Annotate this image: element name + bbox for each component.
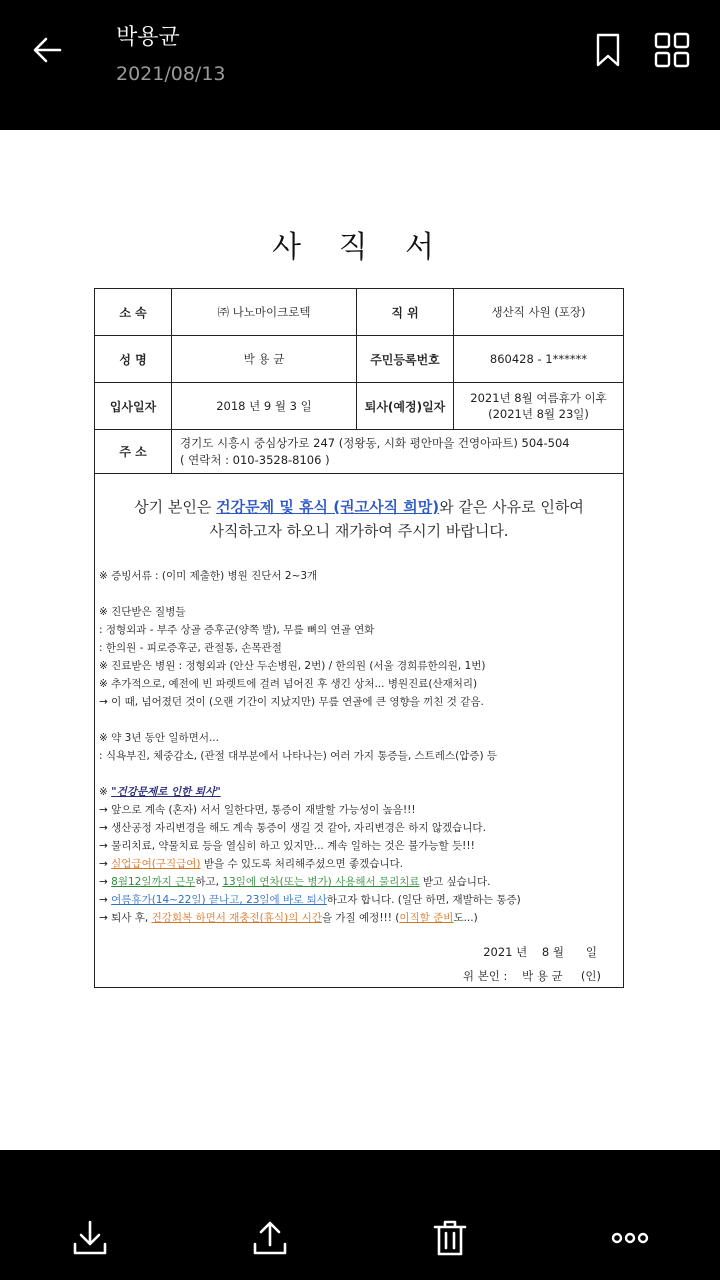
leave-date-value <box>454 383 624 430</box>
affiliation-value: ㈜ 나노마이크로텍 <box>172 289 357 336</box>
text: → 퇴사 후, <box>99 912 152 924</box>
address-line-2: ( 연락처 : 010-3528-8106 ) <box>180 452 330 467</box>
sign-name: 위 본인 : 박 용 균 (인) <box>462 969 601 983</box>
join-date-value: 2018 년 9 월 3 일 <box>172 383 357 430</box>
extra-line: ※ 추가적으로, 예전에 빈 파렛트에 걸려 넘어진 후 생긴 상처... 병원진료(산재처리) <box>99 678 478 690</box>
diagnosis-line: : 정형외과 - 부주 상골 증후군(양쪽 발), 무릎 뼈의 연골 연화 <box>99 624 375 636</box>
statement <box>95 495 623 543</box>
reason-line: → 앞으로 계속 (혼자) 서서 일한다면, 통증이 재발할 가능성이 높음!!! <box>99 804 416 816</box>
name-value: 박 용 균 <box>172 336 357 383</box>
text: 도...) <box>453 912 478 924</box>
highlight: 13일에 연차(또는 병가) 사용해서 물리치료 <box>222 876 420 888</box>
share-icon[interactable] <box>250 1218 290 1258</box>
statement-line-2: 사직하고자 하오니 재가하여 주시기 바랍니다. <box>209 522 509 540</box>
arrow: → <box>99 876 112 888</box>
address-value <box>172 430 624 474</box>
name-label: 성 명 <box>95 336 172 383</box>
work-line: : 식욕부진, 체중감소, (관절 대부분에서 나타나는) 여러 가지 통증들, 스트레스(압증) 등 <box>99 750 498 762</box>
address-label: 주 소 <box>95 430 172 474</box>
position-value: 생산직 사원 (포장) <box>454 289 624 336</box>
content-box <box>94 473 624 988</box>
id-label: 주민등록번호 <box>357 336 454 383</box>
top-bar <box>0 0 720 130</box>
text: 받고 싶습니다. <box>419 876 491 888</box>
leave-date-label: 퇴사(예정)일자 <box>357 383 454 430</box>
diagnosis-line: : 한의원 - 피로증후군, 관절통, 손목관절 <box>99 642 282 654</box>
body-lines <box>99 567 619 927</box>
affiliation-label: 소 속 <box>95 289 172 336</box>
document-image <box>0 130 720 1150</box>
highlight: 건강회복 하면서 재충전(휴식)의 시간 <box>151 912 322 924</box>
reason-line <box>99 909 619 927</box>
reason-line: → 생산공정 자리변경을 해도 계속 통증이 생길 것 같아, 자리변경은 하지 않겠습니다. <box>99 822 486 834</box>
title-block <box>116 20 226 85</box>
highlight: 여름휴가(14~22일) 끝나고, 23일에 바로 퇴사 <box>111 894 327 906</box>
highlight: 실업급여(구직급여) <box>111 858 201 870</box>
reason-heading <box>99 783 619 801</box>
statement-pre: 상기 본인은 <box>134 498 217 516</box>
address-line-1: 경기도 시흥시 중심상가로 247 (정왕동, 시화 평안마을 건영아파트) 504-504 <box>180 435 570 450</box>
diagnosis-heading: ※ 진단받은 질병들 <box>99 606 186 618</box>
reason-line <box>99 855 619 873</box>
info-table <box>94 288 624 474</box>
reason-title: "건강문제로 인한 퇴사" <box>111 786 221 798</box>
grid-icon[interactable] <box>652 30 692 70</box>
more-icon[interactable] <box>610 1218 650 1258</box>
message-date: 2021/08/13 <box>116 63 226 85</box>
reason-line: → 물리치료, 약물치료 등을 열심히 하고 있지만... 계속 일하는 것은 불가능할 듯!!! <box>99 840 475 852</box>
text: 하고자 합니다. (일단 하면, 재발하는 통증) <box>326 894 521 906</box>
reason-line <box>99 891 619 909</box>
leave-date-line-1: 2021년 8월 여름휴가 이후 <box>470 391 607 405</box>
document-title: 사 직 서 <box>271 230 448 265</box>
bookmark-icon[interactable] <box>592 30 624 70</box>
trash-icon[interactable] <box>430 1218 470 1258</box>
extra-line-2: → 이 때, 넘어졌던 것이 (오랜 기간이 지났지만) 무릎 연골에 큰 영향을 끼친 것 같음. <box>99 696 484 708</box>
position-label: 직 위 <box>357 289 454 336</box>
arrow: → <box>99 894 112 906</box>
statement-highlight: 건강문제 및 휴식 (권고사직 희망) <box>216 498 440 516</box>
download-icon[interactable] <box>70 1218 110 1258</box>
evidence-line: ※ 증빙서류 : (이미 제출한) 병원 진단서 2~3개 <box>99 570 318 582</box>
text: 하고, <box>195 876 223 888</box>
statement-post: 와 같은 사유로 인하여 <box>439 498 584 516</box>
highlight: 8월12일까지 근무 <box>111 876 196 888</box>
text: 을 가질 예정!!! ( <box>321 912 400 924</box>
arrow: → <box>99 858 112 870</box>
leave-date-line-2: (2021년 8월 23일) <box>488 407 589 421</box>
id-value: 860428 - 1****** <box>454 336 624 383</box>
reason-line <box>99 873 619 891</box>
bottom-bar <box>0 1150 720 1280</box>
join-date-label: 입사일자 <box>95 383 172 430</box>
back-arrow-icon[interactable] <box>28 30 68 70</box>
work-heading: ※ 약 3년 동안 일하면서... <box>99 732 219 744</box>
sign-date: 2021 년 8 월 일 <box>483 945 597 959</box>
highlight: 이직할 준비 <box>399 912 454 924</box>
reason-prefix: ※ <box>99 786 112 798</box>
sender-name: 박용균 <box>116 25 180 50</box>
statement-line-1 <box>95 495 623 519</box>
hospital-line: ※ 진료받은 병원 : 정형외과 (안산 두손병원, 2번) / 한의원 (서울 경희류한의원, 1번) <box>99 660 486 672</box>
text: 받을 수 있도록 처리해주셨으면 좋겠습니다. <box>200 858 404 870</box>
